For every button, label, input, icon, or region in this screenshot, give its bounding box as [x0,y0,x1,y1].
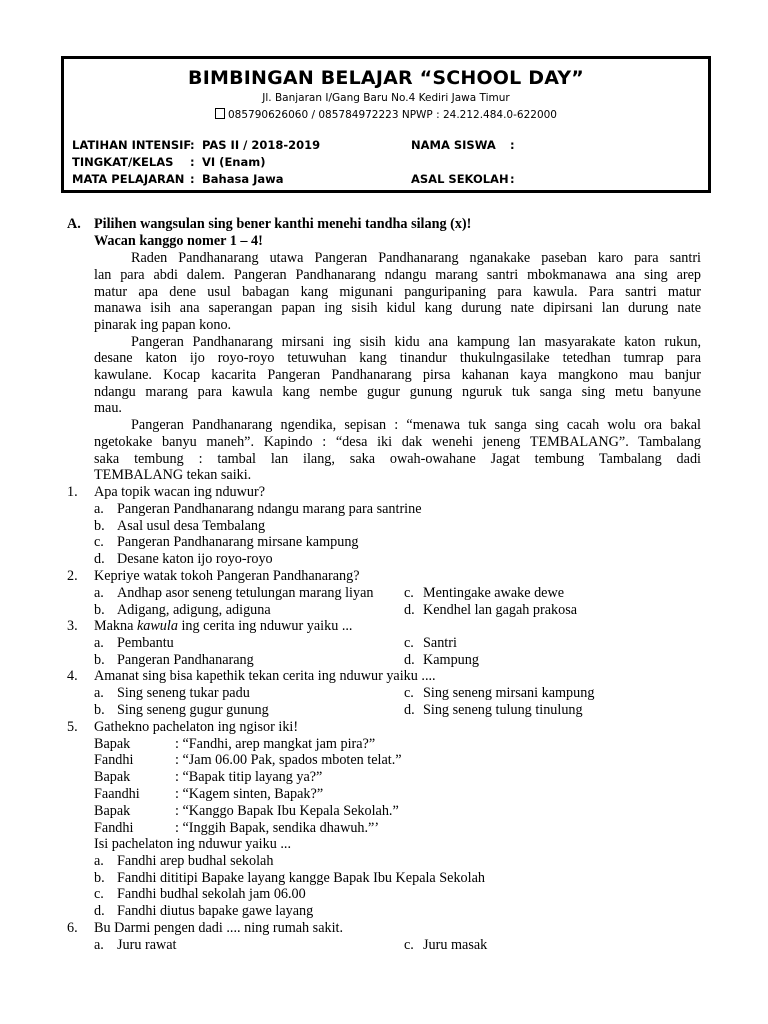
passage-line: matur apa dene usul babagan kang migunani panguripaning para kawula. Para santri matur [94,284,701,300]
question-text: Makna kawula ing cerita ing nduwur yaiku ... [94,618,353,634]
option-text: Sing seneng tulung tinulung [423,702,583,718]
option-letter: c. [404,635,414,651]
option-letter: c. [94,534,104,550]
option-text: Desane katon ijo royo-royo [117,551,273,567]
question-prompt: Isi pachelaton ing nduwur yaiku ... [94,836,292,852]
passage-line: lan para abdi dalem. Pangeran Pandhanarang ndangu marang santri mbokmanawa ana sing arep [94,267,701,283]
option-letter: c. [404,685,414,701]
option-text: Kendhel lan gagah prakosa [423,602,578,618]
mapel-sep: : [190,172,195,186]
tingkat-value: VI (Enam) [202,155,266,169]
question-text: Kepriye watak tokoh Pangeran Pandhanarang? [94,568,360,584]
option-letter: b. [94,702,105,718]
passage-line: mau. [94,400,122,416]
latihan-sep: : [190,138,195,152]
option-letter: c. [94,886,104,902]
nama-siswa-sep: : [510,138,515,152]
question-number: 6. [67,920,78,936]
dialog-line: : “Bapak titip layang ya?” [175,769,323,785]
option-text: Sing seneng gugur gunung [117,702,269,718]
dialog-speaker: Fandhi [94,820,134,836]
question-text: Amanat sing bisa kapethik tekan cerita ing nduwur yaiku .... [94,668,436,684]
passage-line: Pangeran Pandhanarang ngendika, sepisan : “menawa tuk sanga sing cacah wolu ora bakal [131,417,701,433]
asal-sekolah-label: ASAL SEKOLAH [411,172,509,186]
option-text: Fandhi diutus bapake gawe layang [117,903,314,919]
question-number: 2. [67,568,78,584]
passage-line: pinarak ing papan kono. [94,317,232,333]
question-number: 4. [67,668,78,684]
option-text: Fandhi dititipi Bapake layang kangge Bapak Ibu Kepala Sekolah [117,870,485,886]
dialog-speaker: Faandhi [94,786,140,802]
option-text: Fandhi arep budhal sekolah [117,853,274,869]
option-letter: d. [94,903,105,919]
option-letter: d. [94,551,105,567]
dialog-speaker: Bapak [94,736,131,752]
institution-address: Jl. Banjaran I/Gang Baru No.4 Kediri Jawa Timur [262,92,510,104]
institution-phone-line [64,108,708,121]
header-box [61,56,711,193]
dialog-line: : “Jam 06.00 Pak, spados mboten telat.” [175,752,402,768]
option-letter: b. [94,870,105,886]
option-text: Pangeran Pandhanarang [117,652,254,668]
option-letter: a. [94,853,104,869]
institution-phone: 085790626060 / 085784972223 NPWP : 24.212.484.0-622000 [227,109,557,121]
option-text: Pembantu [117,635,174,651]
option-text: Santri [423,635,457,651]
dialog-speaker: Bapak [94,769,131,785]
option-text: Kampung [423,652,479,668]
passage-line: ngetokake banyu maneh”. Kapindo : “desa iki dak wenehi jeneng TEMBALANG”. Tambalang [94,434,701,450]
asal-sekolah-sep: : [510,172,515,186]
dialog-speaker: Fandhi [94,752,134,768]
option-letter: b. [94,652,105,668]
question-number: 5. [67,719,78,735]
option-letter: b. [94,602,105,618]
option-text: Sing seneng tukar padu [117,685,250,701]
option-letter: a. [94,585,104,601]
passage-line: manawa isih ana saperangan papan ing sisih kidul kang durung nate dipirsani lan durung nate [94,300,701,316]
option-letter: b. [94,518,105,534]
option-letter: d. [404,602,415,618]
option-letter: a. [94,685,104,701]
option-text: Andhap asor seneng tetulungan marang liyan [117,585,374,601]
latihan-label: LATIHAN INTENSIF [72,138,192,152]
passage-line: kawulane. Kocap kacarita Pangeran Pandhanarang pirsa kahanan kaya mangkono mau banjur [94,367,701,383]
nama-siswa-label: NAMA SISWA [411,138,496,152]
option-text: Juru masak [423,937,488,953]
option-letter: a. [94,501,104,517]
question-number: 1. [67,484,78,500]
tingkat-sep: : [190,155,195,169]
mapel-value: Bahasa Jawa [202,172,284,186]
passage-line: TEMBALANG tekan saiki. [94,467,252,483]
option-text: Adigang, adigung, adiguna [117,602,271,618]
option-text: Pangeran Pandhanarang mirsane kampung [117,534,359,550]
section-instruction: Pilihen wangsulan sing bener kanthi menehi tandha silang (x)! [94,216,472,232]
option-text: Asal usul desa Tembalang [117,518,266,534]
dialog-speaker: Bapak [94,803,131,819]
passage-line: Pangeran Pandhanarang mirsani ing sisih kidu ana kampung lan masyarakate katon rukun, [131,334,701,350]
option-text: Pangeran Pandhanarang ndangu marang para santrine [117,501,422,517]
option-text: Sing seneng mirsani kampung [423,685,595,701]
question-text: Bu Darmi pengen dadi .... ning rumah sakit. [94,920,344,936]
passage-line: ndangu marang para kawula kang nembe gugur gunung nguruk tuk sanga sing metu banyune [94,384,701,400]
question-text: Gathekno pachelaton ing ngisor iki! [94,719,299,735]
option-letter: d. [404,652,415,668]
tingkat-label: TINGKAT/KELAS [72,155,174,169]
question-number: 3. [67,618,78,634]
section-letter: A. [67,216,81,232]
option-text: Juru rawat [117,937,177,953]
passage-line: desane katon ijo royo-royo tetuwuhan kang tinandur thukulngasilake tetedhan tumrap para [94,350,701,366]
option-letter: d. [404,702,415,718]
phone-icon [215,108,225,119]
mapel-label: MATA PELAJARAN [72,172,185,186]
option-letter: c. [404,585,414,601]
dialog-line: : “Inggih Bapak, sendika dhawuh.”’ [175,820,380,836]
dialog-line: : “Fandhi, arep mangkat jam pira?” [175,736,376,752]
option-letter: c. [404,937,414,953]
dialog-line: : “Kanggo Bapak Ibu Kepala Sekolah.” [175,803,399,819]
option-text: Mentingake awake dewe [423,585,565,601]
option-letter: a. [94,635,104,651]
institution-title: BIMBINGAN BELAJAR “SCHOOL DAY” [188,67,584,89]
passage-line: Raden Pandhanarang utawa Pangeran Pandhanarang nganakake paseban karo para santri [131,250,701,266]
option-text: Fandhi budhal sekolah jam 06.00 [117,886,306,902]
wacan-title: Wacan kanggo nomer 1 – 4! [94,233,263,249]
option-letter: a. [94,937,104,953]
passage-line: saka tembung : tambal lan ilang, saka owah-owahane Jagat tembung Tambalang dadi [94,451,701,467]
dialog-line: : “Kagem sinten, Bapak?” [175,786,324,802]
question-text: Apa topik wacan ing nduwur? [94,484,265,500]
latihan-value: PAS II / 2018-2019 [202,138,321,152]
